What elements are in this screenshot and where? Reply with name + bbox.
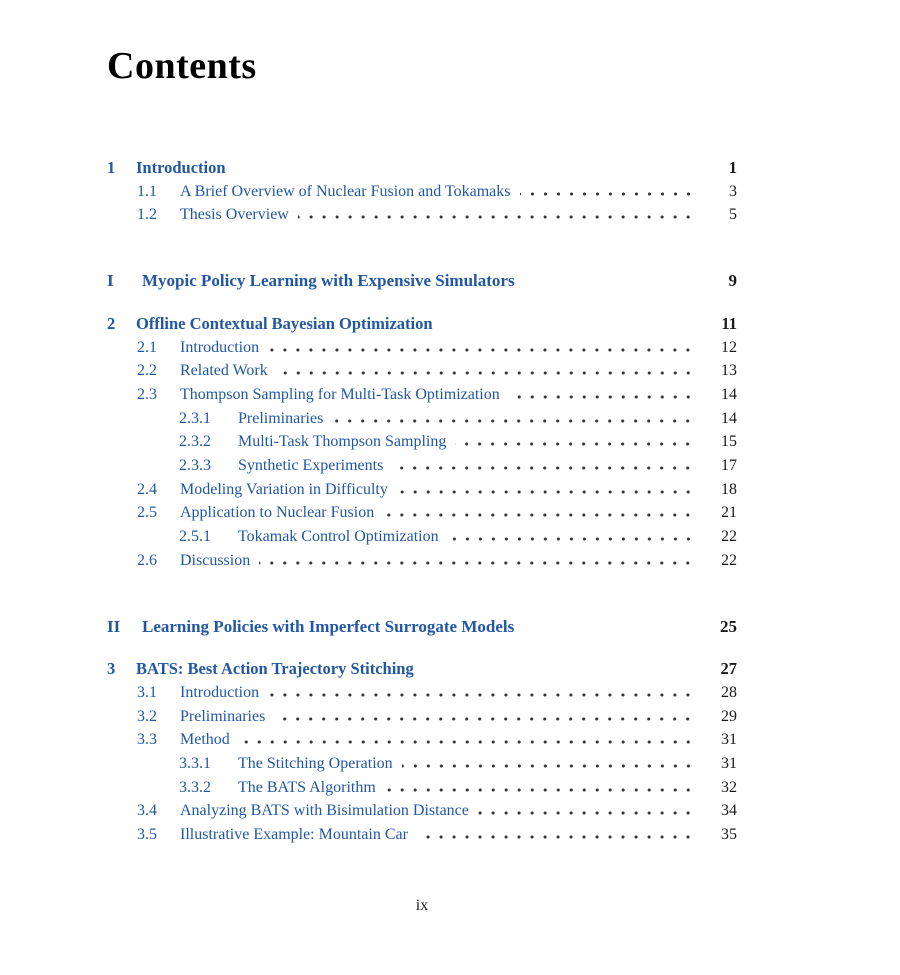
- toc-entry: [137, 705, 737, 729]
- toc-entry: [179, 525, 737, 549]
- dot-leader: [239, 740, 699, 744]
- toc-entry: [137, 383, 737, 407]
- toc-entry: [137, 681, 737, 705]
- toc-entry-number[interactable]: 2: [107, 313, 116, 333]
- toc-entry-page[interactable]: 22: [721, 551, 737, 569]
- toc-entry-page[interactable]: 5: [729, 206, 737, 224]
- dot-leader: [442, 325, 699, 329]
- dot-leader: [397, 490, 699, 494]
- dot-leader: [509, 395, 699, 399]
- toc-entry-number[interactable]: 3.3: [137, 731, 157, 749]
- toc-entry: [137, 501, 737, 525]
- toc-entry: [137, 823, 737, 847]
- toc-entry: [137, 203, 737, 227]
- toc-entry-title[interactable]: Related Work: [180, 362, 268, 380]
- toc-entry: [137, 478, 737, 502]
- dot-leader: [268, 348, 699, 352]
- toc-entry: [179, 407, 737, 431]
- dot-leader: [235, 169, 699, 173]
- toc-entry-title[interactable]: Tokamak Control Optimization: [238, 528, 439, 546]
- dot-leader: [524, 282, 699, 286]
- toc-entry-number[interactable]: 1.1: [137, 182, 157, 200]
- toc-entry: [107, 615, 737, 639]
- toc-entry-title[interactable]: BATS: Best Action Trajectory Stitching: [136, 659, 414, 679]
- toc-entry-number[interactable]: II: [107, 616, 121, 636]
- toc-entry-title[interactable]: Modeling Variation in Difficulty: [180, 480, 388, 498]
- toc-entry-number[interactable]: 1.2: [137, 206, 157, 224]
- toc-entry-page[interactable]: 11: [721, 313, 737, 333]
- toc-entry: [137, 799, 737, 823]
- page-title: Contents: [107, 45, 257, 87]
- toc-entry-number[interactable]: 3.3.2: [179, 778, 211, 796]
- content-area: [107, 0, 737, 847]
- dot-leader: [268, 693, 699, 697]
- toc-entry-title[interactable]: Thompson Sampling for Multi-Task Optimization: [180, 385, 500, 403]
- toc-entry-title[interactable]: Myopic Policy Learning with Expensive Simulators: [142, 271, 515, 291]
- toc-entry-page[interactable]: 12: [721, 338, 737, 356]
- toc-entry-page[interactable]: 14: [721, 409, 737, 427]
- toc-entry-page[interactable]: 27: [720, 659, 737, 679]
- toc-entry-page[interactable]: 17: [721, 457, 737, 475]
- toc-entry-number[interactable]: 2.3.2: [179, 433, 211, 451]
- toc-entry-number[interactable]: 2.4: [137, 480, 157, 498]
- dot-leader: [520, 192, 699, 196]
- toc-entry-title[interactable]: Application to Nuclear Fusion: [180, 504, 375, 522]
- toc-entry-number[interactable]: 3.3.1: [179, 755, 211, 773]
- dot-leader: [423, 670, 699, 674]
- toc-entry-page[interactable]: 18: [721, 480, 737, 498]
- toc-list: [107, 156, 737, 847]
- toc-entry-title[interactable]: Analyzing BATS with Bisimulation Distance: [180, 802, 469, 820]
- toc-entry-page[interactable]: 22: [721, 528, 737, 546]
- toc-entry-page[interactable]: 21: [721, 504, 737, 522]
- toc-entry-number[interactable]: 2.1: [137, 338, 157, 356]
- toc-entry: [179, 776, 737, 800]
- toc-entry-page[interactable]: 3: [729, 182, 737, 200]
- toc-entry: [179, 430, 737, 454]
- footer-page-number: ix: [415, 897, 429, 914]
- toc-entry-page[interactable]: 15: [721, 433, 737, 451]
- toc-entry: [137, 180, 737, 204]
- toc-entry-number[interactable]: 2.6: [137, 551, 157, 569]
- toc-entry: [107, 156, 737, 180]
- dot-leader: [277, 371, 699, 375]
- toc-entry-number[interactable]: 3.5: [137, 826, 157, 844]
- toc-entry-page[interactable]: 34: [721, 802, 737, 820]
- toc-entry: [107, 657, 737, 681]
- toc-entry: [137, 359, 737, 383]
- toc-entry: [137, 336, 737, 360]
- toc-entry: [107, 312, 737, 336]
- dot-leader: [383, 513, 699, 517]
- toc-entry-number[interactable]: 2.3.3: [179, 457, 211, 475]
- dot-leader: [523, 628, 699, 632]
- toc-entry-title[interactable]: The Stitching Operation: [238, 755, 393, 773]
- toc-entry-page[interactable]: 14: [721, 385, 737, 403]
- toc-entry-title[interactable]: Introduction: [180, 683, 260, 701]
- toc-entry-title[interactable]: Introduction: [136, 158, 226, 177]
- toc-entry-title[interactable]: The BATS Algorithm: [238, 778, 376, 796]
- toc-entry-page[interactable]: 31: [721, 731, 737, 749]
- dot-leader: [385, 788, 699, 792]
- toc-entry-title[interactable]: Introduction: [180, 338, 260, 356]
- dot-leader: [298, 215, 699, 219]
- toc-entry-number[interactable]: 3.1: [137, 683, 157, 701]
- toc-entry: [179, 752, 737, 776]
- dot-leader: [274, 717, 699, 721]
- toc-entry-title[interactable]: Discussion: [180, 551, 251, 569]
- toc-entry-title[interactable]: Preliminaries: [238, 409, 324, 427]
- toc-entry-title[interactable]: Thesis Overview: [180, 206, 289, 224]
- dot-leader: [448, 537, 699, 541]
- toc-entry: [137, 549, 737, 573]
- toc-entry-page[interactable]: 28: [721, 683, 737, 701]
- dot-leader: [332, 419, 699, 423]
- toc-entry-title[interactable]: Synthetic Experiments: [238, 457, 384, 475]
- toc-entry-number[interactable]: 2.2: [137, 362, 157, 380]
- toc-entry-page[interactable]: 32: [721, 778, 737, 796]
- toc-entry-title[interactable]: Multi-Task Thompson Sampling: [238, 433, 447, 451]
- toc-entry-number[interactable]: 3.4: [137, 802, 157, 820]
- toc-entry-number[interactable]: 2.3: [137, 385, 157, 403]
- toc-entry-number[interactable]: 3.2: [137, 707, 157, 725]
- toc-entry-number[interactable]: 2.3.1: [179, 409, 211, 427]
- toc-entry-number[interactable]: 1: [107, 158, 116, 177]
- toc-entry-page[interactable]: 9: [728, 271, 737, 291]
- toc-entry: [137, 728, 737, 752]
- toc-entry-page[interactable]: 35: [721, 826, 737, 844]
- dot-leader: [478, 811, 699, 815]
- toc-entry-title[interactable]: Preliminaries: [180, 707, 266, 725]
- toc-entry-page[interactable]: 1: [728, 158, 737, 177]
- toc-entry-title[interactable]: Illustrative Example: Mountain Car: [180, 826, 408, 844]
- toc-entry-title[interactable]: Offline Contextual Bayesian Optimization: [136, 313, 433, 333]
- toc-entry-page[interactable]: 13: [721, 362, 737, 380]
- toc-entry-number[interactable]: 2.5: [137, 504, 157, 522]
- toc-entry: [179, 454, 737, 478]
- toc-entry-number[interactable]: 3: [107, 659, 116, 679]
- toc-entry-number[interactable]: 2.5.1: [179, 528, 211, 546]
- dot-leader: [402, 764, 699, 768]
- dot-leader: [259, 561, 699, 565]
- toc-entry-page[interactable]: 29: [721, 707, 737, 725]
- dot-leader: [417, 835, 699, 839]
- toc-entry-title[interactable]: Learning Policies with Imperfect Surrogate Models: [142, 616, 515, 636]
- toc-entry-page[interactable]: 31: [721, 755, 737, 773]
- toc-entry-page[interactable]: 25: [720, 616, 737, 636]
- dot-leader: [392, 466, 699, 470]
- toc-entry: [107, 269, 737, 293]
- dot-leader: [455, 442, 699, 446]
- toc-entry-title[interactable]: A Brief Overview of Nuclear Fusion and Tokamaks: [180, 182, 511, 200]
- toc-entry-number[interactable]: I: [107, 271, 114, 291]
- toc-entry-title[interactable]: Method: [180, 731, 230, 749]
